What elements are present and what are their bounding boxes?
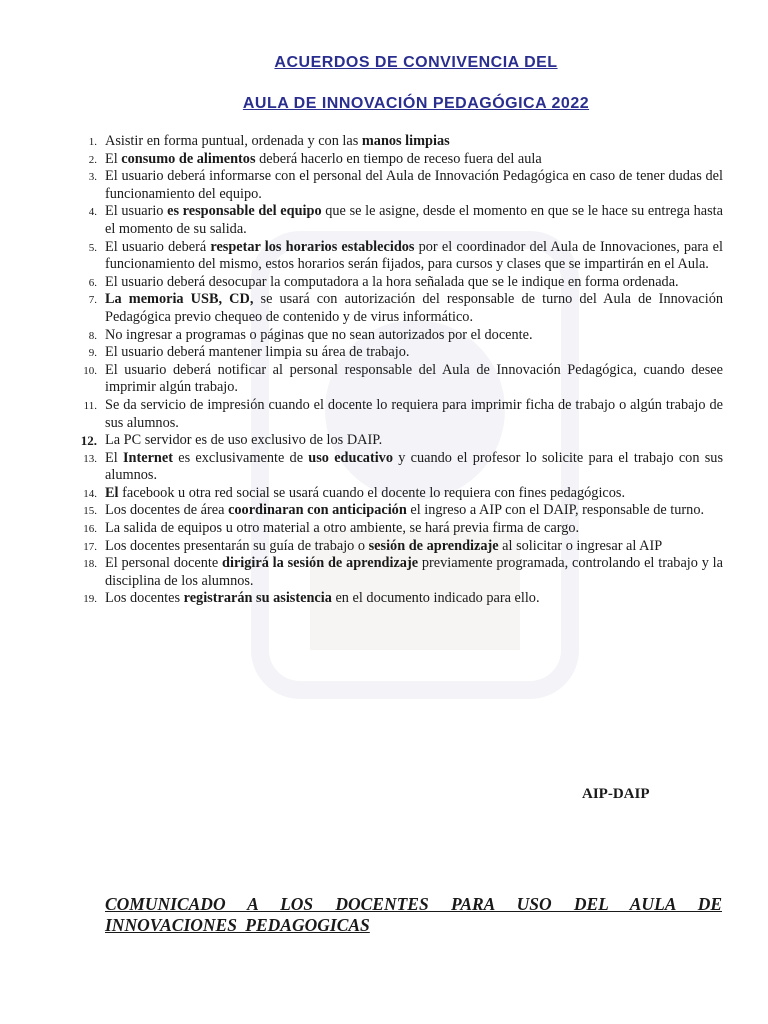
rule-text: El usuario deberá mantener limpia su área de trabajo. (105, 344, 410, 361)
rule-item (75, 239, 723, 274)
rule-item (75, 327, 723, 345)
rule-text: El usuario deberá notificar al personal responsable del Aula de Innovación Pedagógica, cuando desee imprimir algún trabajo. (105, 361, 723, 396)
document-title-line1: ACUERDOS DE CONVIVENCIA DEL (274, 54, 558, 71)
rule-text: por el coordinador del Aula de Innovaciones, para el funcionamiento del mismo, estos horarios serán fijados, para cursos y clases que se impartirán en el Aula. (105, 238, 723, 273)
rule-item (75, 274, 723, 292)
rule-text: La salida de equipos u otro material a otro ambiente, se hará previa firma de cargo. (105, 520, 580, 537)
rule-item (75, 450, 723, 485)
rule-emphasis: consumo de alimentos (121, 150, 256, 167)
rule-number: 16. (83, 523, 97, 536)
rule-emphasis: respetar los horarios establecidos (210, 238, 415, 255)
rule-text: El usuario deberá desocupar la computadora a la hora señalada que se le indique en forma ordenada. (105, 273, 679, 290)
rule-text: El usuario deberá (105, 238, 211, 255)
rule-emphasis: dirigirá la sesión de aprendizaje (222, 555, 419, 572)
rule-text: deberá hacerlo en tiempo de receso fuera del aula (255, 150, 542, 167)
rule-item (75, 432, 723, 450)
rule-number: 13. (83, 452, 97, 465)
rule-number: 5. (88, 241, 97, 254)
rule-text: El (105, 449, 123, 466)
rule-emphasis: El (105, 484, 119, 501)
rule-number: 18. (83, 558, 97, 571)
rule-emphasis: es responsable del equipo (167, 203, 322, 220)
rule-emphasis: La memoria USB, CD, (105, 291, 254, 308)
rule-item (75, 362, 723, 397)
rule-item (75, 538, 723, 556)
rule-item (75, 291, 723, 326)
rule-text: el ingreso a AIP con el DAIP, responsable de turno. (406, 502, 705, 519)
rule-text: No ingresar a programas o páginas que no sean autorizados por el docente. (105, 326, 533, 343)
rule-text: es exclusivamente de (172, 449, 309, 466)
rule-text: El (105, 150, 122, 167)
rule-text: que se le asigne, desde el momento en que se le hace su entrega hasta el momento de su salida. (105, 203, 723, 237)
rule-text: al solicitar o ingresar al AIP (498, 537, 663, 554)
rule-item (75, 502, 723, 520)
rule-item (75, 203, 723, 238)
rule-number: 15. (83, 505, 97, 518)
rule-emphasis: manos limpias (361, 133, 450, 149)
rule-number: 19. (83, 593, 97, 606)
rule-number: 7. (88, 294, 97, 307)
rule-text: facebook u otra red social se usará cuando el docente lo requiera con fines pedagógicos. (118, 484, 626, 501)
rule-number: 3. (88, 171, 97, 184)
signature: AIP-DAIP (582, 786, 650, 802)
rule-text: Los docentes presentarán su guía de trabajo o (105, 537, 369, 554)
rule-text: El usuario (105, 203, 168, 220)
rule-emphasis: Internet (122, 449, 173, 466)
rule-item (75, 397, 723, 432)
rule-number: 6. (88, 276, 97, 289)
rule-number: 4. (88, 206, 97, 219)
rule-number: 1. (88, 136, 97, 148)
document-title-line2: AULA DE INNOVACIÓN PEDAGÓGICA 2022 (242, 95, 590, 112)
rule-item (75, 168, 723, 203)
rule-emphasis: registrarán su asistencia (183, 590, 332, 607)
rule-text: El usuario deberá informarse con el personal del Aula de Innovación Pedagógica en caso de tener dudas del funcionamiento del equipo. (105, 168, 723, 202)
rule-item (75, 520, 723, 538)
rule-number: 12. (80, 433, 97, 449)
rule-number: 8. (88, 329, 97, 342)
rule-item (75, 133, 723, 151)
rule-text: se usará con autorización del responsable de turno del Aula de Innovación Pedagógica previo chequeo de contenido y de virus informático. (105, 291, 723, 325)
rule-text: y cuando el profesor lo solicite para el trabajo con sus alumnos. (105, 449, 724, 484)
rule-text: El personal docente (105, 555, 223, 572)
rule-number: 11. (83, 399, 97, 412)
rule-item (75, 590, 723, 608)
rule-item (75, 485, 723, 503)
notice-heading: COMUNICADO A LOS DOCENTES PARA USO DEL AULA DE INNOVACIONES PEDAGOGICAS (105, 894, 722, 935)
rule-number: 14. (83, 487, 97, 500)
rule-text: en el documento indicado para ello. (331, 590, 540, 607)
rule-item (75, 555, 723, 590)
rule-emphasis: coordinaran con anticipación (228, 502, 407, 519)
rules-list (75, 133, 723, 608)
rule-text: La PC servidor es de uso exclusivo de los DAIP. (105, 432, 383, 449)
rule-text: previamente programada, controlando el trabajo y la disciplina de los alumnos. (105, 555, 723, 589)
rule-emphasis: uso educativo (308, 449, 393, 466)
rule-text: Los docentes (105, 590, 184, 607)
rule-number: 2. (88, 153, 97, 166)
rule-item (75, 344, 723, 362)
rule-item (75, 151, 723, 169)
rule-number: 9. (88, 347, 97, 360)
rule-text: Se da servicio de impresión cuando el docente lo requiera para imprimir ficha de trabajo o algún trabajo de sus alumnos. (105, 396, 723, 431)
rule-text: Asistir en forma puntual, ordenada y con las (105, 133, 362, 149)
rule-number: 17. (83, 540, 97, 553)
rule-emphasis: sesión de aprendizaje (368, 537, 499, 554)
rule-number: 10. (83, 364, 97, 377)
rule-text: Los docentes de área (105, 502, 229, 519)
